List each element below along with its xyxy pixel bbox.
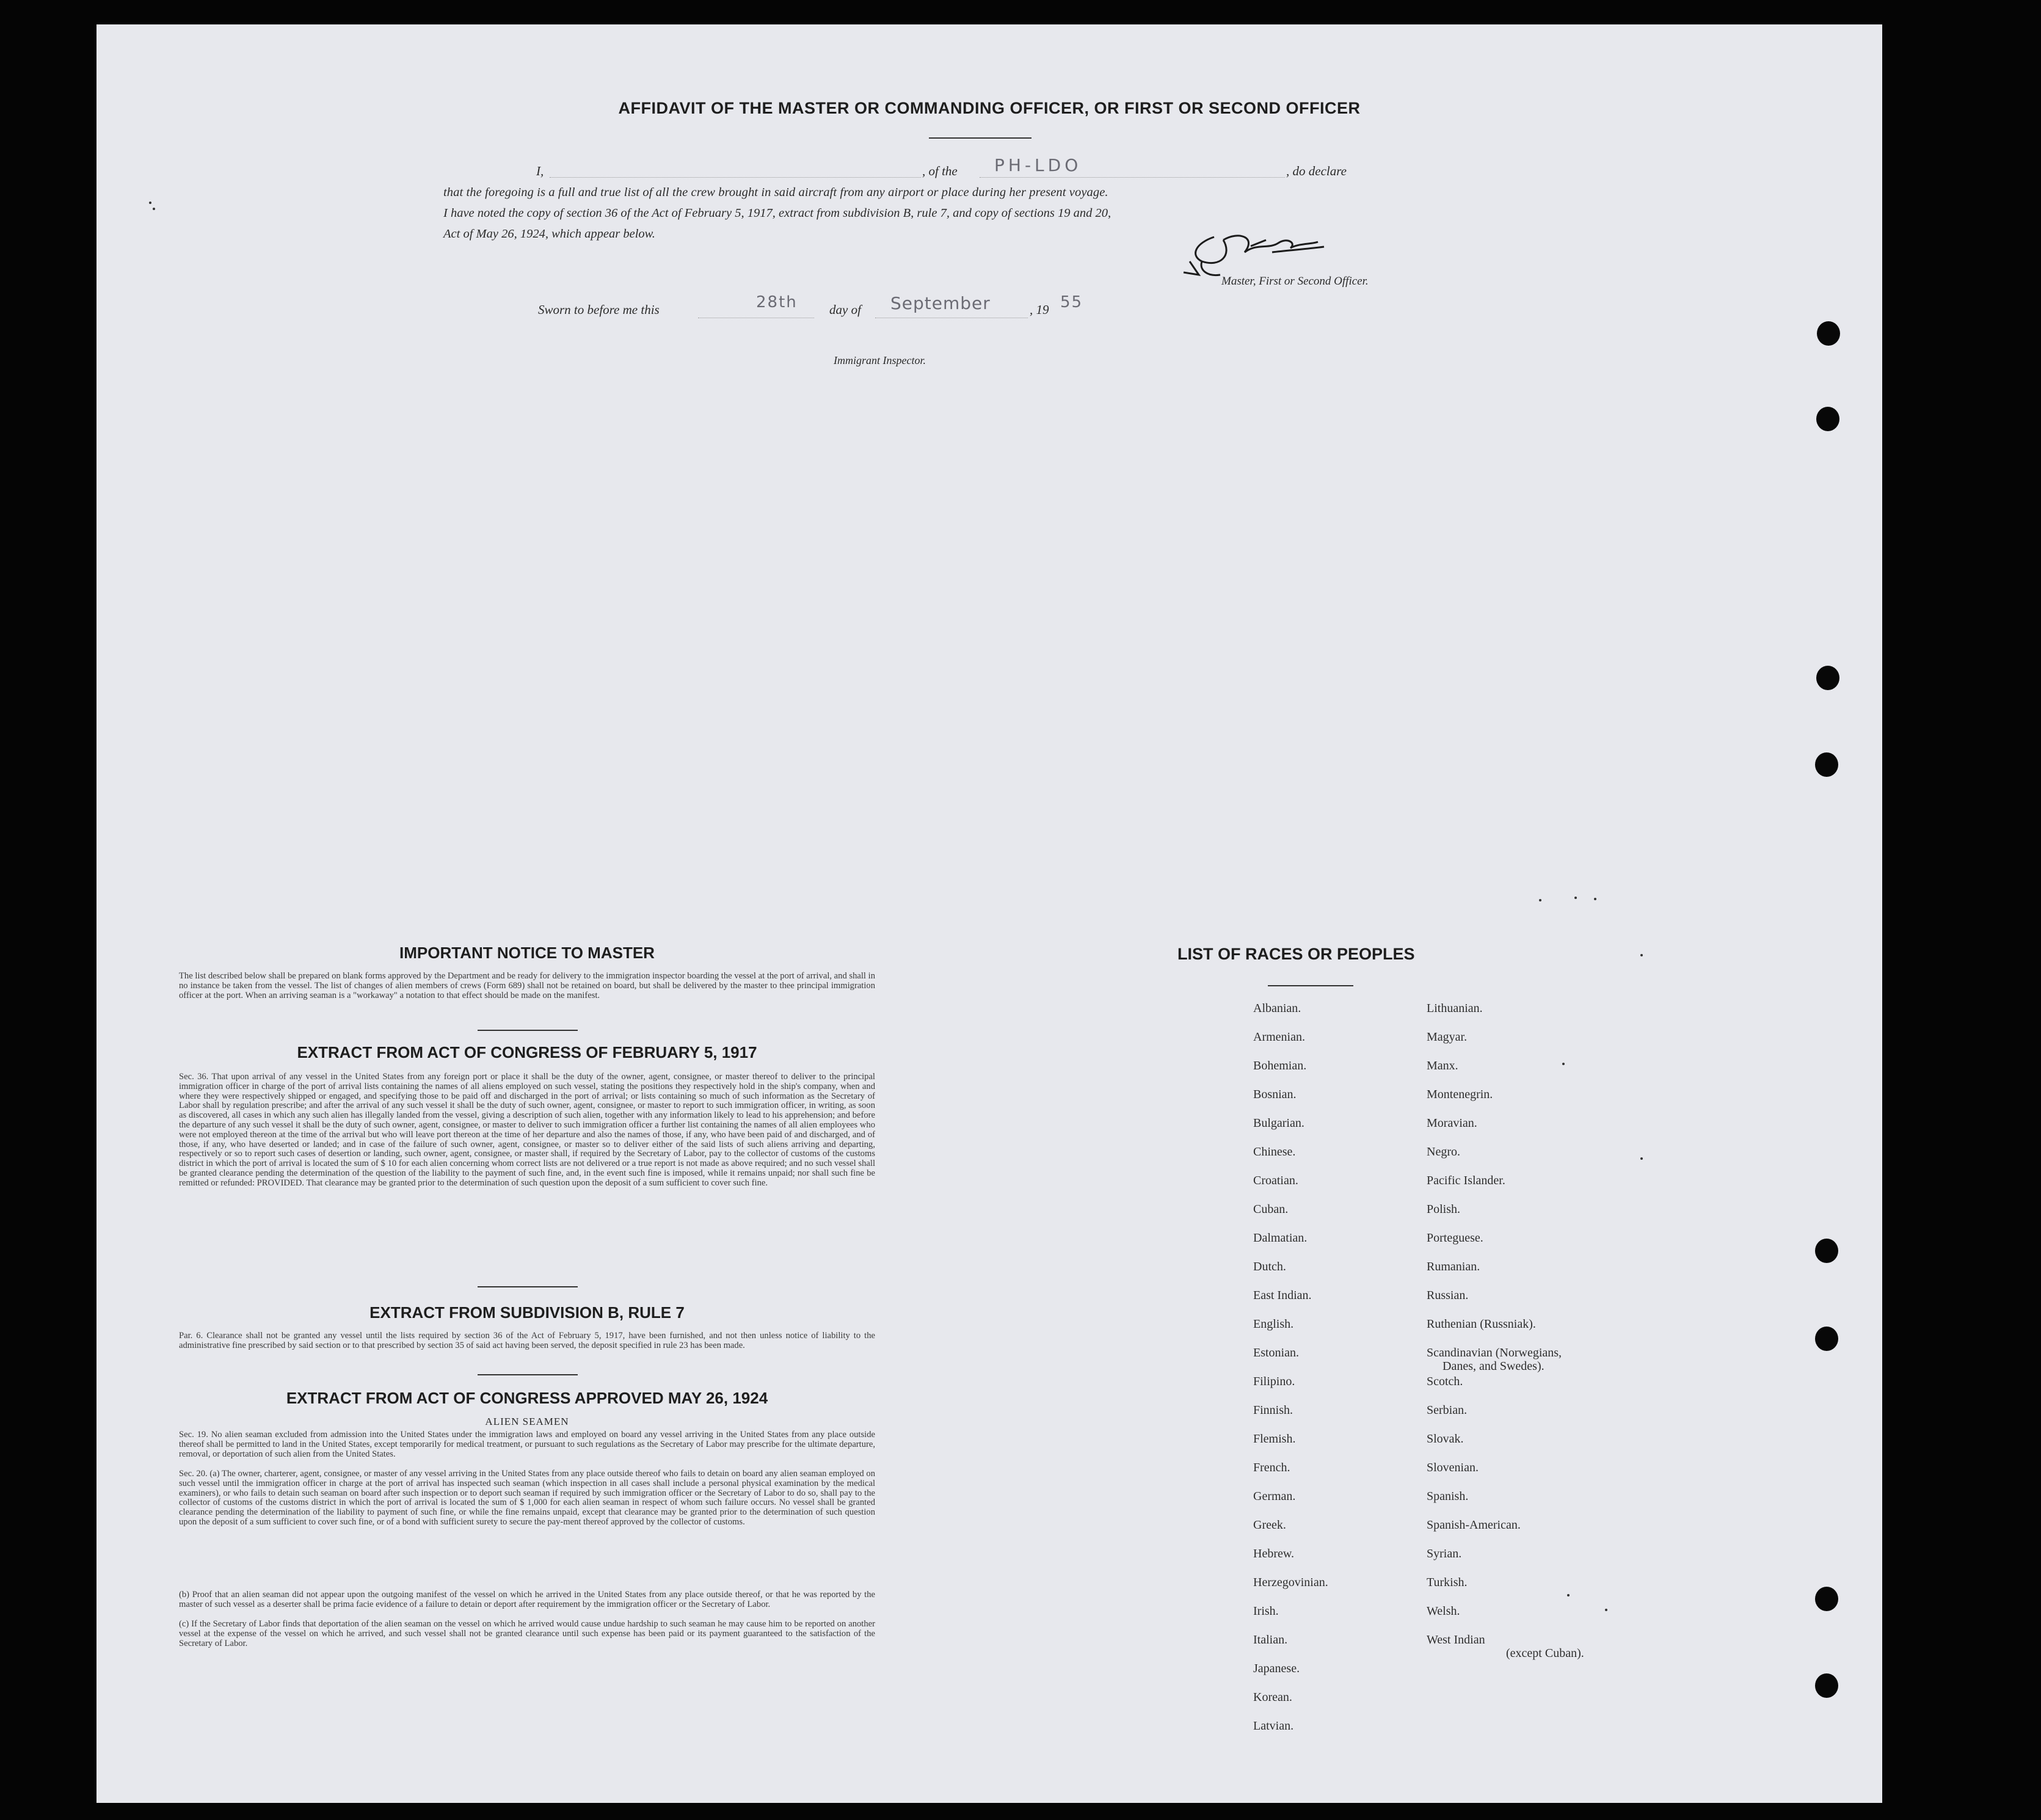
affidavit-of-the: , of the bbox=[922, 164, 958, 178]
affidavit-pronoun: I, bbox=[536, 164, 544, 178]
race-item: Slovenian. bbox=[1427, 1461, 1479, 1474]
speck bbox=[153, 208, 155, 210]
punch-hole bbox=[1817, 321, 1840, 346]
race-item: Rumanian. bbox=[1427, 1260, 1480, 1273]
race-item: Dalmatian. bbox=[1253, 1231, 1308, 1245]
race-item: (except Cuban). bbox=[1506, 1647, 1584, 1660]
speck bbox=[1567, 1594, 1570, 1596]
notice-title: IMPORTANT NOTICE TO MASTER bbox=[399, 944, 655, 962]
notice-rule bbox=[478, 1030, 578, 1031]
race-item: Dutch. bbox=[1253, 1260, 1286, 1273]
race-item: Pacific Islander. bbox=[1427, 1174, 1505, 1187]
affidavit-line-2: that the foregoing is a full and true list of all the crew brought in said aircraft from any airport or place during her present voyage. bbox=[443, 186, 1108, 199]
sworn-prefix: Sworn to before me this bbox=[538, 302, 660, 317]
extract-1917-text: Sec. 36. That upon arrival of any vessel in the United States from any foreign port or place it shall be the duty of the owner, agent, consignee, or master thereof to deliver to the principal immigration officer in charge of the port of arrival lists containing the names of all aliens employed on such vessel, stating the positions they respectively hold in the ship's company, when and where they were respectively shipped or engaged, and specifying those to be paid off and discharged in the port of arrival; or lists containing so much of such information as the Secretary of Labor shall by regulation prescribe; and after the arrival of any such vessel it shall be the duty of such owner, agent, consignee, or master to report to such immigration officer, in writing, as soon as discovered, all cases in which any such alien has illegally landed from the vessel, giving a description of such alien, together with any information likely to lead to his apprehension; and before the departure of any such vessel it shall be the duty of such owner, agent, consignee, or master to deliver to such immigration officer a further list containing the names of all alien employees who were not employed thereon at the time of the arrival but who will leave port thereon at the time of her departure and also the names of those, if any, who have been paid of and discharged, and of those, if any, who have deserted or landed; and in case of the failure of such owner, agent, consignee, or master so to deliver either of the said lists of such aliens arriving and departing, respectively or so to report such cases of desertion or landing, such owner, agent, consignee, or master shall, if required by the Secretary of Labor, pay to the collector of customs of the customs district in which the port of arrival is located the sum of $ 10 for each alien concerning whom correct lists are not delivered or a true report is not made as above required; and no such vessel shall be granted clearance pending the determination of the question of the liability to the payment of such fine, and, in the event such fine is imposed, while it remains unpaid; nor shall such fine be remitted or refunded: PROVIDED. That clearance may be granted prior to the determination of such question upon the deposit of a sum sufficient to cover such fine. bbox=[179, 1072, 875, 1188]
aircraft-field[interactable] bbox=[980, 177, 1285, 178]
speck bbox=[1640, 954, 1643, 956]
year-handwritten: 55 bbox=[1060, 293, 1083, 311]
race-item: Russian. bbox=[1427, 1289, 1469, 1302]
aircraft-handwritten: PH-LDO bbox=[994, 155, 1082, 175]
race-item: Albanian. bbox=[1253, 1002, 1301, 1015]
race-item: German. bbox=[1253, 1490, 1296, 1503]
race-item: Turkish. bbox=[1427, 1576, 1468, 1589]
race-item: Cuban. bbox=[1253, 1203, 1289, 1216]
race-item: Negro. bbox=[1427, 1145, 1460, 1159]
speck bbox=[149, 202, 151, 204]
race-item: Bohemian. bbox=[1253, 1059, 1307, 1072]
race-item: Croatian. bbox=[1253, 1174, 1298, 1187]
races-title: LIST OF RACES OR PEOPLES bbox=[1177, 945, 1415, 963]
rule7-text: Par. 6. Clearance shall not be granted any vessel until the lists required by section 36 of the Act of February 5, 1917, have been furnished, and not then unless notice of liability to the administrative fine prescribed by said section or to that prescribed by section 35 of said act having been served, the deposit specified in rule 23 has been made. bbox=[179, 1331, 875, 1350]
race-item: Porteguese. bbox=[1427, 1231, 1483, 1245]
race-item: Irish. bbox=[1253, 1604, 1279, 1618]
affidavit-title-rule bbox=[929, 137, 1031, 139]
race-item: Flemish. bbox=[1253, 1432, 1296, 1446]
speck bbox=[1640, 1157, 1643, 1160]
extract-1917-title: EXTRACT FROM ACT OF CONGRESS OF FEBRUARY 5, 1917 bbox=[297, 1043, 757, 1061]
punch-hole bbox=[1815, 1239, 1838, 1263]
affidavit-line-4: Act of May 26, 1924, which appear below. bbox=[443, 227, 655, 241]
race-item: Scandinavian (Norwegians, bbox=[1427, 1346, 1562, 1360]
race-item: Syrian. bbox=[1427, 1547, 1462, 1560]
race-item: Korean. bbox=[1253, 1691, 1292, 1704]
race-item: Spanish. bbox=[1427, 1490, 1469, 1503]
race-item: Serbian. bbox=[1427, 1403, 1468, 1417]
affidavit-do-declare: , do declare bbox=[1286, 164, 1347, 178]
affidavit-title: AFFIDAVIT OF THE MASTER OR COMMANDING OFFICER, OR FIRST OR SECOND OFFICER bbox=[618, 99, 1361, 117]
race-item: English. bbox=[1253, 1317, 1294, 1331]
race-item: Magyar. bbox=[1427, 1030, 1468, 1044]
rule7-rule bbox=[478, 1374, 578, 1375]
notice-text: The list described below shall be prepared on blank forms approved by the Department and be ready for delivery to the immigration inspector boarding the vessel at the port of arrival, and shall in no instance be taken from the vessel. The list of changes of alien members of crews (Form 689) shall not be retained on board, but shall be delivered by the master to thee principal immigration officer at the port. When an arriving seaman is a "workaway" a notation to that effect should be made on the manifest. bbox=[179, 971, 875, 1000]
extract-1924-sec20a: Sec. 20. (a) The owner, charterer, agent, consignee, or master of any vessel arriving in the United States from any place outside thereof who fails to detain on board any alien seaman employed on such vessel until the immigration officer in charge at the port of arrival has inspected such seaman (which inspection in all cases shall include a personal physical examination by the medical examiners), or who fails to detain such seaman on board after such inspection or to deport such seaman if required by such immigration officer or the Secretary of Labor to do so, shall pay to the collector of customs of the customs district in which the port of arrival is located the sum of $ 1,000 for each alien seaman in respect of whom such failure occurs. No vessel shall be granted clearance pending the determination of the liability to payment of such fine, or while the fine remains unpaid, except that clearance may be granted prior to the determination of such question upon the deposit of a sum sufficient to cover such fine, or of a bond with sufficient surety to secure the pay-ment thereof approved by the collector of customs. bbox=[179, 1469, 875, 1527]
race-item: Chinese. bbox=[1253, 1145, 1296, 1159]
race-item: Slovak. bbox=[1427, 1432, 1464, 1446]
speck bbox=[1594, 898, 1596, 900]
rule7-title: EXTRACT FROM SUBDIVISION B, RULE 7 bbox=[369, 1303, 685, 1322]
affidavit-line-3: I have noted the copy of section 36 of the Act of February 5, 1917, extract from subdivision B, rule 7, and copy of sections 19 and 20, bbox=[443, 206, 1111, 220]
race-item: Filipino. bbox=[1253, 1375, 1295, 1388]
year-prefix: , 19 bbox=[1030, 302, 1049, 317]
sworn-day-handwritten: 28th bbox=[756, 293, 798, 311]
punch-hole bbox=[1816, 407, 1839, 431]
race-item: Polish. bbox=[1427, 1203, 1461, 1216]
race-item: Ruthenian (Russniak). bbox=[1427, 1317, 1536, 1331]
race-item: East Indian. bbox=[1253, 1289, 1312, 1302]
race-item: Bulgarian. bbox=[1253, 1116, 1304, 1130]
race-item: Latvian. bbox=[1253, 1719, 1294, 1733]
speck bbox=[1539, 899, 1541, 901]
extract-1917-rule bbox=[478, 1286, 578, 1287]
race-item: Bosnian. bbox=[1253, 1088, 1297, 1101]
speck bbox=[1574, 897, 1577, 899]
race-item: Japanese. bbox=[1253, 1662, 1300, 1675]
race-item: West Indian bbox=[1427, 1633, 1485, 1647]
inspector-caption: Immigrant Inspector. bbox=[834, 354, 926, 366]
day-of: day of bbox=[829, 302, 861, 317]
extract-1924-sec19: Sec. 19. No alien seaman excluded from admission into the United States under the immigration laws and employed on board any vessel arriving in the United States from any place outside thereof shall be permitted to land in the United States, except temporarily for medical treatment, or pursuant to such regulations as the Secretary of Labor may prescribe for the ultimate departure, removal, or deportation of such alien from the United States. bbox=[179, 1430, 875, 1459]
race-item: Greek. bbox=[1253, 1518, 1286, 1532]
race-item: Spanish-American. bbox=[1427, 1518, 1521, 1532]
race-item: Armenian. bbox=[1253, 1030, 1305, 1044]
extract-1924-sec20b: (b) Proof that an alien seaman did not appear upon the outgoing manifest of the vessel on which he arrived in the United States from any place outside thereof, or that he was reported by the master of such vessel as a deserter shall be prima facie evidence of a failure to detain or deport after requirement by the immigration officer or the Secretary of Labor. bbox=[179, 1590, 875, 1609]
speck bbox=[1605, 1609, 1607, 1611]
race-item: Hebrew. bbox=[1253, 1547, 1295, 1560]
declarant-name-field[interactable] bbox=[550, 177, 921, 178]
race-item: Italian. bbox=[1253, 1633, 1288, 1647]
race-item: Lithuanian. bbox=[1427, 1002, 1483, 1015]
punch-hole bbox=[1815, 752, 1838, 777]
punch-hole bbox=[1815, 1327, 1838, 1351]
punch-hole bbox=[1815, 1673, 1838, 1698]
race-item: Montenegrin. bbox=[1427, 1088, 1493, 1101]
extract-1924-sec20c: (c) If the Secretary of Labor finds that deportation of the alien seaman on the vessel on which he arrived would cause undue hardship to such seaman he may cause him to be reported on another vessel at the expense of the vessel on which he arrived, and such vessel shall not be granted clearance until such expense has been paid or its payment guaranteed to the satisfaction of the Secretary of Labor. bbox=[179, 1619, 875, 1648]
race-item: Finnish. bbox=[1253, 1403, 1293, 1417]
race-item: Manx. bbox=[1427, 1059, 1458, 1072]
punch-hole bbox=[1816, 666, 1839, 690]
race-item: Herzegovinian. bbox=[1253, 1576, 1328, 1589]
speck bbox=[1562, 1063, 1565, 1065]
sworn-month-handwritten: September bbox=[890, 293, 991, 313]
race-item: French. bbox=[1253, 1461, 1290, 1474]
race-item: Scotch. bbox=[1427, 1375, 1463, 1388]
extract-1924-title: EXTRACT FROM ACT OF CONGRESS APPROVED MAY 26, 1924 bbox=[286, 1389, 768, 1407]
officer-caption: Master, First or Second Officer. bbox=[1221, 275, 1369, 288]
race-item: Moravian. bbox=[1427, 1116, 1477, 1130]
races-title-rule bbox=[1268, 985, 1353, 986]
race-item: Estonian. bbox=[1253, 1346, 1299, 1360]
race-item: Welsh. bbox=[1427, 1604, 1460, 1618]
extract-1924-subtitle: ALIEN SEAMEN bbox=[485, 1416, 569, 1427]
document-page bbox=[96, 24, 1882, 1803]
race-item: Danes, and Swedes). bbox=[1443, 1360, 1544, 1373]
punch-hole bbox=[1815, 1587, 1838, 1611]
